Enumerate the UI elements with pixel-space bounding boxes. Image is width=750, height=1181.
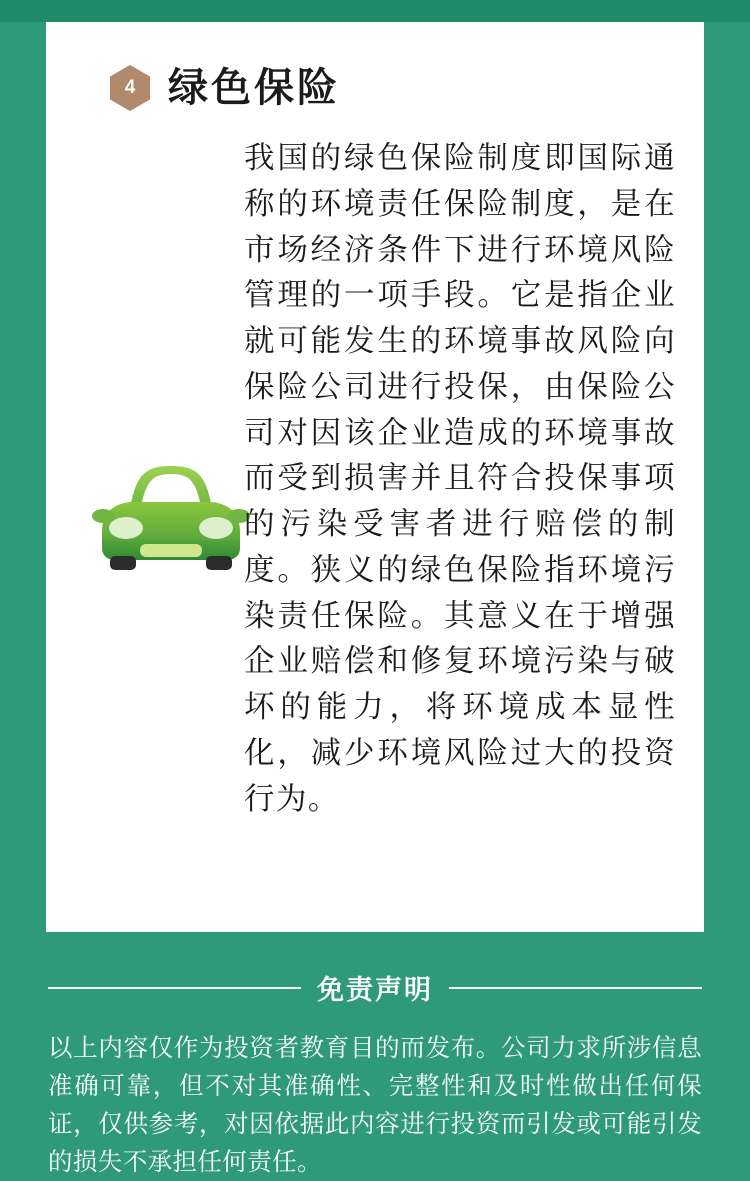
disclaimer-title: 免责声明	[317, 975, 433, 1006]
section-paragraph: 我国的绿色保险制度即国际通称的环境责任保险制度，是在市场经济条件下进行环境风险管理的一项手段。它是指企业就可能发生的环境事故风险向保险公司进行投保，由保险公司对因该企业造成的环境事故而受到损害并且符合投保事项的污染受害者进行赔偿的制度。狭义的绿色保险指环境污染责任保险。其意义在于增强企业赔偿和修复环境污染与破坏的能力，将环境成本显性化，减少环境风险过大的投资行为。	[244, 141, 676, 817]
page-title: 绿色保险	[168, 65, 340, 111]
disclaimer-text: 以上内容仅作为投资者教育目的而发布。公司力求所涉信息准确可靠，但不对其准确性、完整性和及时性做出任何保证，仅供参考，对因依据此内容进行投资而引发或可能引发的损失不承担任何责任。	[48, 1033, 702, 1176]
top-accent-strip	[0, 0, 750, 22]
section-header	[108, 64, 678, 112]
content-card	[46, 22, 704, 932]
section-body	[72, 136, 678, 926]
hexagon-badge-icon	[108, 64, 152, 112]
divider-left	[48, 987, 301, 989]
disclaimer-title-row	[48, 968, 702, 1007]
divider-right	[449, 987, 702, 989]
section-number: 4	[124, 77, 136, 98]
green-car-icon	[86, 436, 256, 586]
disclaimer-section	[0, 932, 750, 1179]
